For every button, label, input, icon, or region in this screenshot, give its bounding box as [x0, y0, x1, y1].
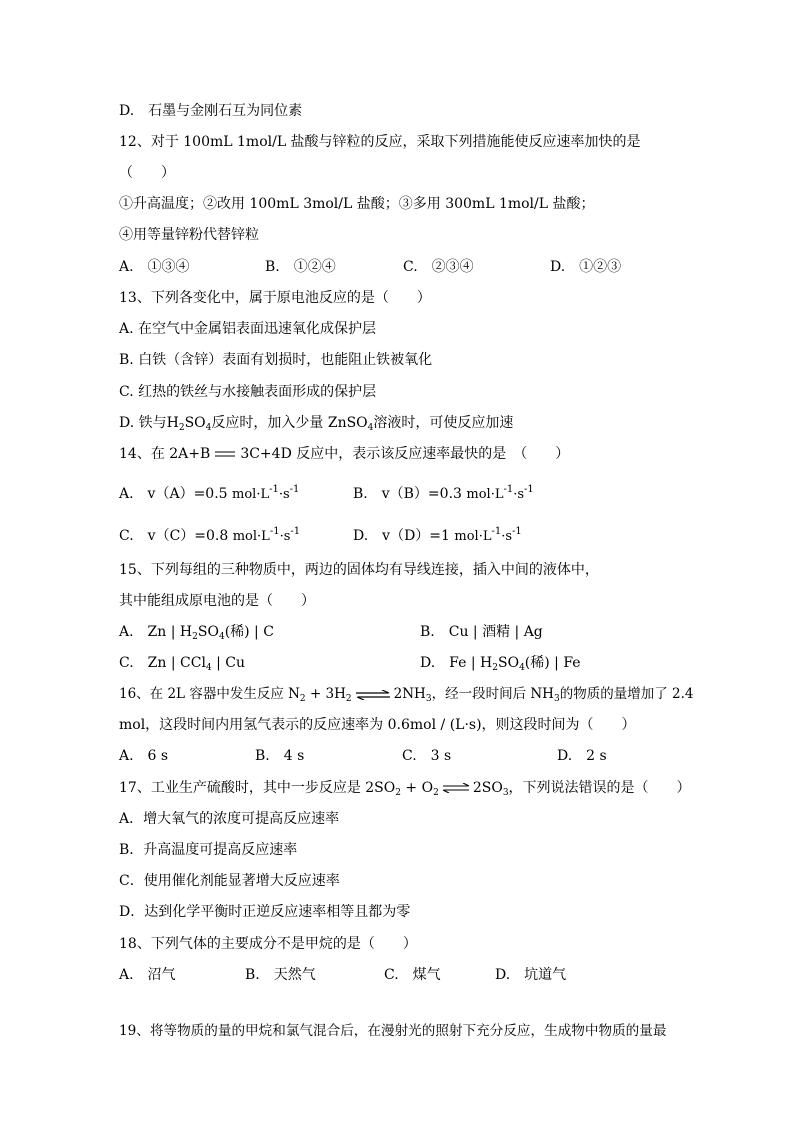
reversible-arrow-icon [354, 690, 392, 700]
q16-option-d: D. 2 s [557, 748, 607, 764]
q15-option-b: B. Cu | 酒精 | Ag [420, 624, 543, 640]
q12-answer-paren: （ ） [119, 165, 175, 181]
q18-option-b: B. 天然气 [245, 967, 316, 983]
q15-option-c: C. Zn | CCl$_4$ | Cu [119, 655, 246, 673]
q15-stem-line2: 其中能组成原电池的是（ ） [119, 593, 315, 609]
q18-option-a: A. 沼气 [119, 967, 176, 983]
q14-option-b: B. v（B）=0.3 $mol\cdot L^{-1}\cdot s^{-1}$ [353, 484, 534, 502]
q14-option-a: A. v（A）=0.5 $mol\cdot L^{-1}\cdot s^{-1}$ [119, 484, 300, 502]
q12-stem: 12、对于 100mL 1mol/L 盐酸与锌粒的反应，采取下列措施能使反应速率加快的是 [119, 134, 641, 150]
q12-option-d: D. ①②③ [550, 259, 622, 275]
q17-option-b: B．升高温度可提高反应速率 [119, 842, 298, 858]
q17-option-d: D．达到化学平衡时正逆反应速率相等且都为零 [119, 904, 411, 920]
q12-option-b: B. ①②④ [265, 259, 336, 275]
q17-option-a: A．增大氧气的浓度可提高反应速率 [119, 811, 340, 827]
q17-stem: 17、工业生产硫酸时，其中一步反应是 $2SO_2 + O_2$ $2SO_3$，下列说法错误的是（ ） [119, 780, 691, 798]
q13-option-d: D. 铁与$H_2SO_4$反应时，加入少量 ZnSO$_4$溶液时，可使反应加速 [119, 415, 514, 433]
q14-option-c: C. v（C）=0.8 $mol\cdot L^{-1}\cdot s^{-1}$ [119, 526, 301, 544]
q12-measures-line2: ④用等量锌粉代替锌粒 [119, 227, 259, 243]
q11-option-d: D. 石墨与金刚石互为同位素 [119, 103, 303, 119]
q16-option-b: B. 4 s [255, 748, 305, 764]
q15-stem-line1: 15、下列每组的三种物质中，两边的固体均有导线连接，插入中间的液体中， [119, 562, 599, 578]
q13-option-a: A. 在空气中金属铝表面迅速氧化成保护层 [119, 321, 377, 337]
q15-option-d: D. Fe | $H_2SO_4$(稀) | Fe [420, 655, 581, 673]
q18-option-d: D. 坑道气 [495, 967, 567, 983]
q14-stem: 14、在 2A+B 3C+4D 反应中，表示该反应速率最快的是 （ ） [119, 446, 570, 462]
q13-option-c: C. 红热的铁丝与水接触表面形成的保护层 [119, 384, 377, 400]
q19-stem: 19、将等物质的量的甲烷和氯气混合后，在漫射光的照射下充分反应，生成物中物质的量最 [119, 1023, 667, 1039]
q18-option-c: C. 煤气 [384, 967, 441, 983]
reversible-arrow-icon [441, 783, 471, 793]
q16-option-a: A. 6 s [119, 748, 169, 764]
q13-option-b: B. 白铁（含锌）表面有划损时，也能阻止铁被氧化 [119, 352, 433, 368]
q16-stem-line1: 16、在 2L 容器中发生反应 $N_2 + 3H_2$ $2NH_3$，经一段时间后 $NH_3$的物质的量增加了 2.4 [119, 686, 694, 704]
q12-option-a: A. ①③④ [119, 259, 190, 275]
q15-option-a: A. Zn | $H_2SO_4$(稀) | C [119, 624, 274, 642]
q17-option-c: C．使用催化剂能显著增大反应速率 [119, 873, 340, 889]
q14-option-d: D. v（D）=1 $mol\cdot L^{-1}\cdot s^{-1}$ [353, 526, 522, 544]
q18-stem: 18、下列气体的主要成分不是甲烷的是（ ） [119, 936, 417, 952]
q13-stem: 13、下列各变化中，属于原电池反应的是（ ） [119, 290, 431, 306]
q12-option-c: C. ②③④ [403, 259, 474, 275]
q12-measures-line1: ①升高温度；②改用 100mL 3mol/L 盐酸；③多用 300mL 1mol/L 盐酸； [119, 196, 595, 212]
equals-sign-icon [212, 450, 238, 458]
q16-stem-line2: mol，这段时间内用氢气表示的反应速率为 0.6mol / (L·s)，则这段时间为（ ） [119, 717, 636, 733]
q16-option-c: C. 3 s [402, 748, 452, 764]
